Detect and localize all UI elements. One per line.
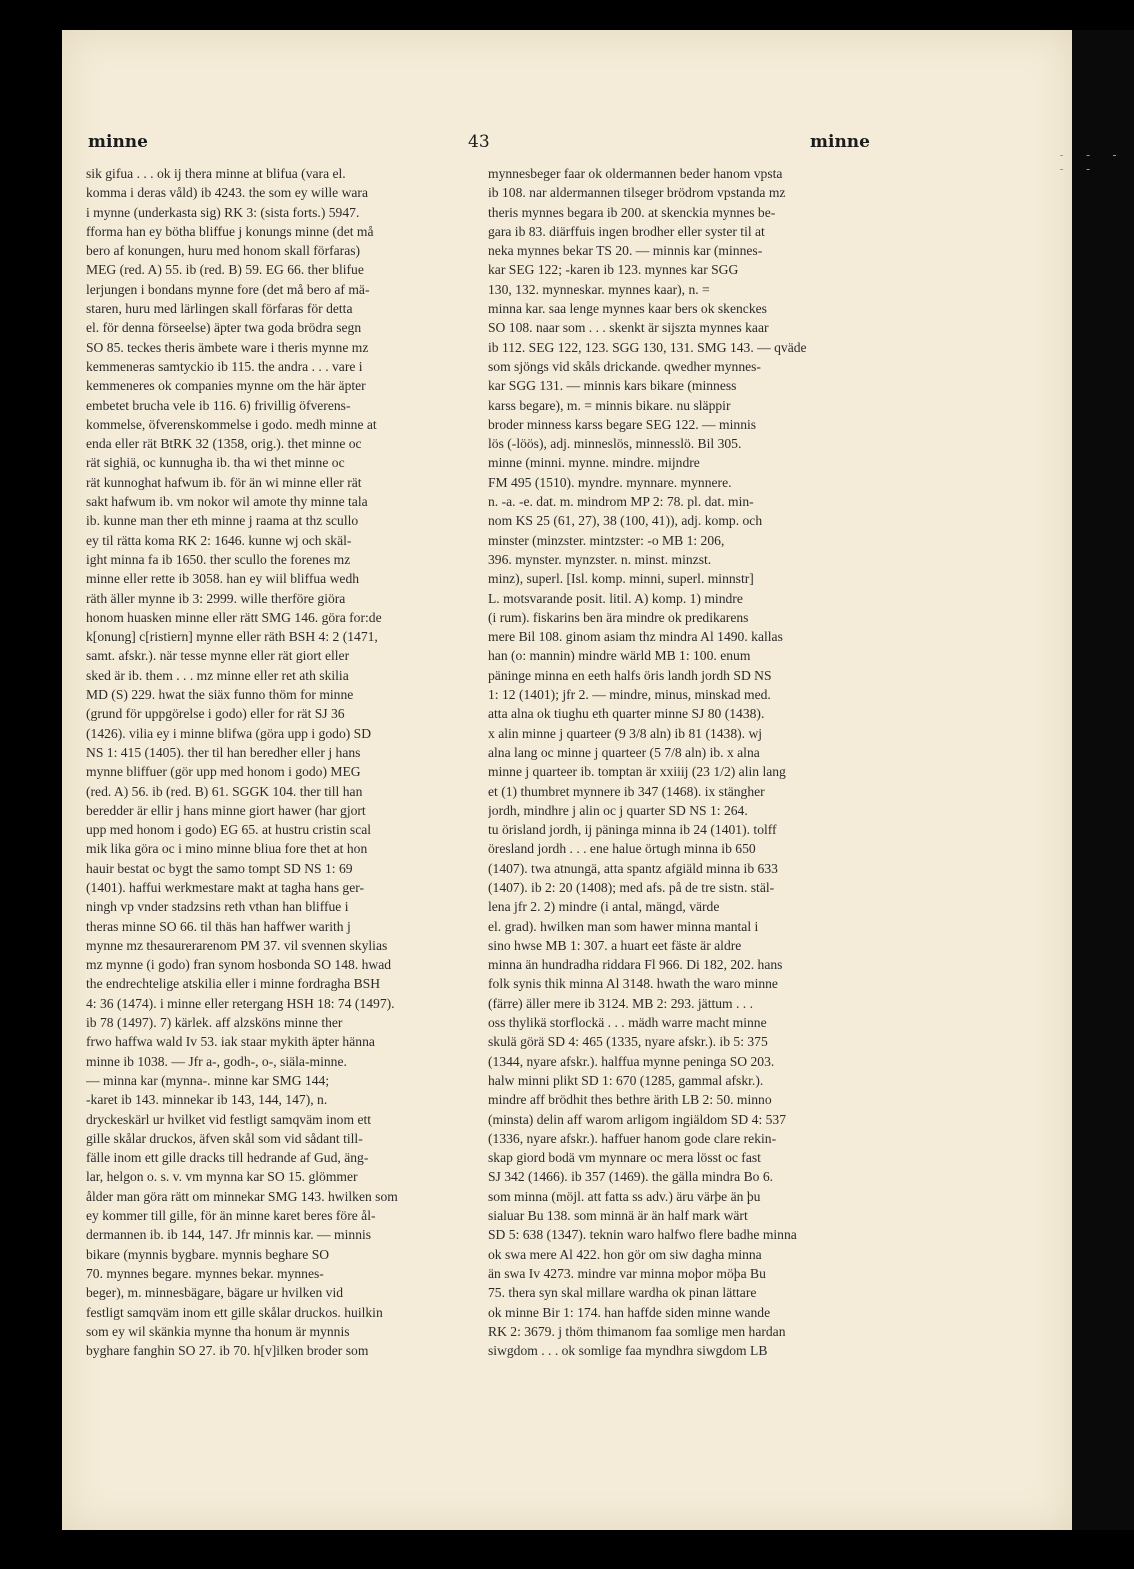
text-line: 1: 12 (1401); jfr 2. — mindre, minus, minskad med. xyxy=(488,687,771,703)
text-line: atta alna ok tiughu eth quarter minne SJ 80 (1438). xyxy=(488,706,765,722)
text-line: enda eller rät BtRK 32 (1358, orig.). thet minne oc xyxy=(86,436,362,452)
text-line: mere Bil 108. ginom asiam thz mindra Al 1490. kallas xyxy=(488,629,783,645)
text-line: alna lang oc minne j quarteer (5 7/8 aln) ib. x alna xyxy=(488,744,760,760)
text-line: SO 108. naar som . . . skenkt är sijszta mynnes kaar xyxy=(488,320,769,336)
scan-border xyxy=(1072,30,1134,1530)
text-line: NS 1: 415 (1405). ther til han beredher eller j hans xyxy=(86,744,361,760)
text-line: ib 108. nar aldermannen tilseger brödrom vpstanda mz xyxy=(488,185,786,201)
text-line: (1336, nyare afskr.). haffuer hanom gode clare rekin- xyxy=(488,1130,777,1146)
text-line: el. för denna förseelse) äpter twa goda brödra segn xyxy=(86,320,362,336)
text-line: n. -a. -e. dat. m. mindrom MP 2: 78. pl. dat. min- xyxy=(488,494,754,510)
text-line: 130, 132. mynneskar. mynnes kaar), n. = xyxy=(488,281,710,297)
text-line: 75. thera syn skal millare wardha ok pinan lättare xyxy=(488,1285,757,1301)
text-line: k[onung] c[ristiern] mynne eller räth BSH 4: 2 (1471, xyxy=(86,629,378,645)
text-line: i mynne (underkasta sig) RK 3: (sista forts.) 5947. xyxy=(86,204,360,220)
text-line: frwo haffwa wald Iv 53. iak staar mykith äpter hänna xyxy=(86,1034,375,1050)
text-line: SO 85. teckes theris ämbete ware i theris mynne mz xyxy=(86,339,369,355)
text-line: x alin minne j quarteer (9 3/8 aln) ib 81 (1438). wj xyxy=(488,725,763,741)
text-line: ey kommer till gille, för än minne karet beres före ål- xyxy=(86,1208,376,1224)
text-line: L. motsvarande posit. litil. A) komp. 1) mindre xyxy=(488,590,743,606)
text-line: sakt hafwum ib. vm nokor wil amote thy minne tala xyxy=(86,494,368,510)
text-line: mz mynne (i godo) fran synom hosbonda SO 148. hwad xyxy=(86,957,392,973)
text-line: minne j quarteer ib. tomptan är xxiiij (23 1/2) alin lang xyxy=(488,764,786,780)
text-line: el. grad). hwilken man som hawer minna mantal i xyxy=(488,918,759,934)
text-line: MEG (red. A) 55. ib (red. B) 59. EG 66. ther blifue xyxy=(86,262,364,278)
text-line: hauir bestat oc bygt the samo tompt SD NS 1: 69 xyxy=(86,860,353,876)
text-line: päninge minna en eeth halfs öris landh jordh SD NS xyxy=(488,667,772,683)
text-line: dermannen ib. ib 144, 147. Jfr minnis kar. — minnis xyxy=(86,1227,372,1243)
text-line: minster (minzster. mintzster: -o MB 1: 206, xyxy=(488,532,725,548)
text-line: SD 5: 638 (1347). teknin waro halfwo flere badhe minna xyxy=(488,1227,797,1243)
text-line: tu örisland jordh, ij päninga minna ib 24 (1401). tolff xyxy=(488,822,777,838)
text-line: oss thylikä storflockä . . . mädh warre macht minne xyxy=(488,1015,767,1031)
text-line: minne ib 1038. — Jfr a-, godh-, o-, siäla-minne. xyxy=(86,1053,347,1069)
text-line: gara ib 83. diärffuis ingen brodher eller syster til at xyxy=(488,223,765,239)
text-line: minna kar. saa lenge mynnes kaar bers ok skenckes xyxy=(488,301,767,317)
text-line: minne (minni. mynne. mindre. mijndre xyxy=(488,455,700,471)
text-line: komma i deras våld) ib 4243. the som ey wille wara xyxy=(86,185,368,201)
text-line: samt. afskr.). när tesse mynne eller rät giort eller xyxy=(86,648,350,664)
text-line: än swa Iv 4273. mindre var minna moþor möþa Bu xyxy=(488,1265,766,1281)
text-line: ok swa mere Al 422. hon gör om siw dagha minna xyxy=(488,1246,762,1262)
text-line: räth äller mynne ib 3: 2999. wille therföre giöra xyxy=(86,590,346,606)
text-line: nom KS 25 (61, 27), 38 (100, 41)), adj. komp. och xyxy=(488,513,763,529)
text-line: FM 495 (1510). myndre. mynnare. mynnere. xyxy=(488,474,732,490)
text-line: kar SEG 122; -karen ib 123. mynnes kar SGG xyxy=(488,262,739,278)
right-column xyxy=(488,164,874,1360)
text-line: theras minne SO 66. til thäs han haffwer warith j xyxy=(86,918,351,934)
text-line: neka mynnes bekar TS 20. — minnis kar (minnes- xyxy=(488,243,763,259)
text-line: som minna (möjl. att fatta ss adv.) äru värþe än þu xyxy=(488,1188,761,1204)
text-line: minz), superl. [Isl. komp. minni, superl. minnstr] xyxy=(488,571,754,587)
text-line: lös (-löös), adj. minneslös, minnesslö. Bil 305. xyxy=(488,436,742,452)
text-line: -karet ib 143. minnekar ib 143, 144, 147), n. xyxy=(86,1092,328,1108)
text-line: fforma han ey bötha bliffue j konungs minne (det må xyxy=(86,223,374,239)
page-number: 43 xyxy=(468,132,490,152)
text-line: jordh, mindhre j alin oc j quarter SD NS 1: 264. xyxy=(488,802,748,818)
text-line: ey til rätta koma RK 2: 1646. kunne wj och skäl- xyxy=(86,532,352,548)
text-line: dryckeskärl ur hvilket vid festligt samqväm inom ett xyxy=(86,1111,372,1127)
text-line: som sjöngs vid skåls drickande. qwedher mynnes- xyxy=(488,358,761,374)
text-line: minne eller rette ib 3058. han ey wiil bliffua wedh xyxy=(86,571,360,587)
text-line: honom huasken minne eller rätt SMG 146. göra for:de xyxy=(86,609,382,625)
text-line: — minna kar (mynna-. minne kar SMG 144; xyxy=(86,1072,330,1088)
text-line: ok minne Bir 1: 174. han haffde siden minne wande xyxy=(488,1304,771,1320)
text-line: mynnesbeger faar ok oldermannen beder hanom vpsta xyxy=(488,166,783,181)
text-line: kemmeneras samtyckio ib 115. the andra . . . vare i xyxy=(86,358,363,374)
text-line: kar SGG 131. — minnis kars bikare (minness xyxy=(488,378,737,394)
left-column xyxy=(86,164,472,1360)
text-line: et (1) thumbret mynnere ib 347 (1468). ix stängher xyxy=(488,783,765,799)
text-line: öresland jordh . . . ene halue örtugh minna ib 650 xyxy=(488,841,756,857)
text-line: sik gifua . . . ok ij thera minne at blifua (vara el. xyxy=(86,166,346,181)
text-line: ight minna fa ib 1650. ther scullo the forenes mz xyxy=(86,551,351,567)
text-line: (minsta) delin aff warom arligom ingiäldom SD 4: 537 xyxy=(488,1111,787,1127)
text-line: siwgdom . . . ok somlige faa myndhra siwgdom LB xyxy=(488,1343,768,1359)
text-line: som ey wil skänkia mynne tha honum är mynnis xyxy=(86,1323,350,1339)
text-line: karss begare), m. = minnis bikare. nu släppir xyxy=(488,397,731,413)
text-line: lar, helgon o. s. v. vm mynna kar SO 15. glömmer xyxy=(86,1169,358,1185)
text-line: skulä görä SD 4: 465 (1335, nyare afskr.). ib 5: 375 xyxy=(488,1034,768,1050)
text-line: minna än hundradha riddara Fl 966. Di 182, 202. hans xyxy=(488,957,783,973)
text-line: lena jfr 2. 2) mindre (i antal, mängd, värde xyxy=(488,899,720,915)
header-left-word: minne xyxy=(88,132,148,152)
text-line: embetet brucha vele ib 116. 6) frivillig öfverens- xyxy=(86,397,351,413)
text-line: (1344, nyare afskr.). halffua mynne peninga SO 203. xyxy=(488,1053,775,1069)
text-line: (färre) äller mere ib 3124. MB 2: 293. jättum . . . xyxy=(488,995,754,1011)
text-line: (1407). ib 2: 20 (1408); med afs. på de tre sistn. stäl- xyxy=(488,879,775,895)
text-line: byghare fanghin SO 27. ib 70. h[v]ilken broder som xyxy=(86,1343,369,1359)
text-line: bikare (mynnis bygbare. mynnis beghare SO xyxy=(86,1246,330,1262)
text-line: (1407). twa atnungä, atta spantz afgiäld minna ib 633 xyxy=(488,860,778,876)
text-line: upp med honom i godo) EG 65. at hustru cristin scal xyxy=(86,822,372,838)
text-line: broder minness karss begare SEG 122. — minnis xyxy=(488,416,757,432)
text-line: ålder man göra rätt om minnekar SMG 143. hwilken som xyxy=(86,1188,398,1204)
text-line: bero af konungen, huru med honom skall förfaras) xyxy=(86,243,361,259)
text-line: (1426). vilia ey i minne blifwa (göra upp i godo) SD xyxy=(86,725,372,741)
text-line: ib 112. SEG 122, 123. SGG 130, 131. SMG 143. — qväde xyxy=(488,339,807,355)
text-line: han (o: mannin) mindre wärld MB 1: 100. enum xyxy=(488,648,751,664)
text-line: ib. kunne man ther eth minne j raama at thz scullo xyxy=(86,513,359,529)
text-line: kemmeneres ok companies mynne om the här äpter xyxy=(86,378,366,394)
text-line: festligt samqväm inom ett gille skålar druckos. huilkin xyxy=(86,1304,383,1320)
text-line: mynne bliffuer (gör upp med honom i godo) MEG xyxy=(86,764,361,780)
text-line: 396. mynster. mynzster. n. minst. minzst. xyxy=(488,551,712,567)
text-line: SJ 342 (1466). ib 357 (1469). the gälla mindra Bo 6. xyxy=(488,1169,774,1185)
text-line: beredder är ellir j hans minne giort hawer (har gjort xyxy=(86,802,366,818)
text-line: 4: 36 (1474). i minne eller retergang HSH 18: 74 (1497). xyxy=(86,995,395,1011)
text-line: MD (S) 229. hwat the siäx funno thöm for minne xyxy=(86,687,354,703)
edge-marks: - - - - - xyxy=(1058,148,1125,176)
text-line: rät sighiä, oc kunnugha ib. tha wi thet minne oc xyxy=(86,455,345,471)
text-line: kommelse, öfverenskommelse i godo. medh minne at xyxy=(86,416,377,432)
running-header xyxy=(88,132,868,156)
text-line: sked är ib. them . . . mz minne eller ret ath skilia xyxy=(86,667,349,683)
text-line: (red. A) 56. ib (red. B) 61. SGGK 104. ther till han xyxy=(86,783,363,799)
text-line: (grund för uppgörelse i godo) eller for rät SJ 36 xyxy=(86,706,345,722)
text-line: RK 2: 3679. j thöm thimanom faa somlige men hardan xyxy=(488,1323,786,1339)
text-line: staren, huru med lärlingen skall förfaras för detta xyxy=(86,301,353,317)
text-line: mindre aff brödhit thes bethre ärith LB 2: 50. minno xyxy=(488,1092,772,1108)
text-line: (1401). haffui werkmestare makt at tagha hans ger- xyxy=(86,879,365,895)
text-line: mynne mz thesaurerarenom PM 37. vil svennen skylias xyxy=(86,937,388,953)
text-line: sialuar Bu 138. som minnä är än half mark wärt xyxy=(488,1208,748,1224)
text-line: halw minni plikt SD 1: 670 (1285, gammal afskr.). xyxy=(488,1072,764,1088)
text-line: skap giord bodä vm mynnare oc mera lösst oc fast xyxy=(488,1150,761,1166)
text-line: rät kunnoghat hafwum ib. för än wi minne eller rät xyxy=(86,474,362,490)
text-line: sino hwse MB 1: 307. a huart eet fäste är aldre xyxy=(488,937,742,953)
text-line: 70. mynnes begare. mynnes bekar. mynnes- xyxy=(86,1265,324,1281)
text-line: mik lika göra oc i mino minne bliua fore thet at hon xyxy=(86,841,368,857)
text-line: ib 78 (1497). 7) kärlek. aff alzsköns minne ther xyxy=(86,1015,343,1031)
header-right-word: minne xyxy=(810,132,870,152)
text-line: folk synis thik minna Al 3148. hwath the waro minne xyxy=(488,976,778,992)
text-line: fälle inom ett gille dracks till hedrande af Gud, äng- xyxy=(86,1150,369,1166)
text-line: ningh vp vnder stadzsins reth vthan han bliffue i xyxy=(86,899,349,915)
text-line: the endrechtelige atskilia eller i minne fordragha BSH xyxy=(86,976,381,992)
text-line: gille skålar druckos, äfven skål som vid sådant till- xyxy=(86,1130,363,1146)
text-line: beger), m. minnesbägare, bägare ur hvilken vid xyxy=(86,1285,344,1301)
text-line: theris mynnes begara ib 200. at skenckia mynnes be- xyxy=(488,204,776,220)
text-line: lerjungen i bondans mynne fore (det må bero af mä- xyxy=(86,281,370,297)
text-line: (i rum). fiskarins ben ära mindre ok predikarens xyxy=(488,609,749,625)
